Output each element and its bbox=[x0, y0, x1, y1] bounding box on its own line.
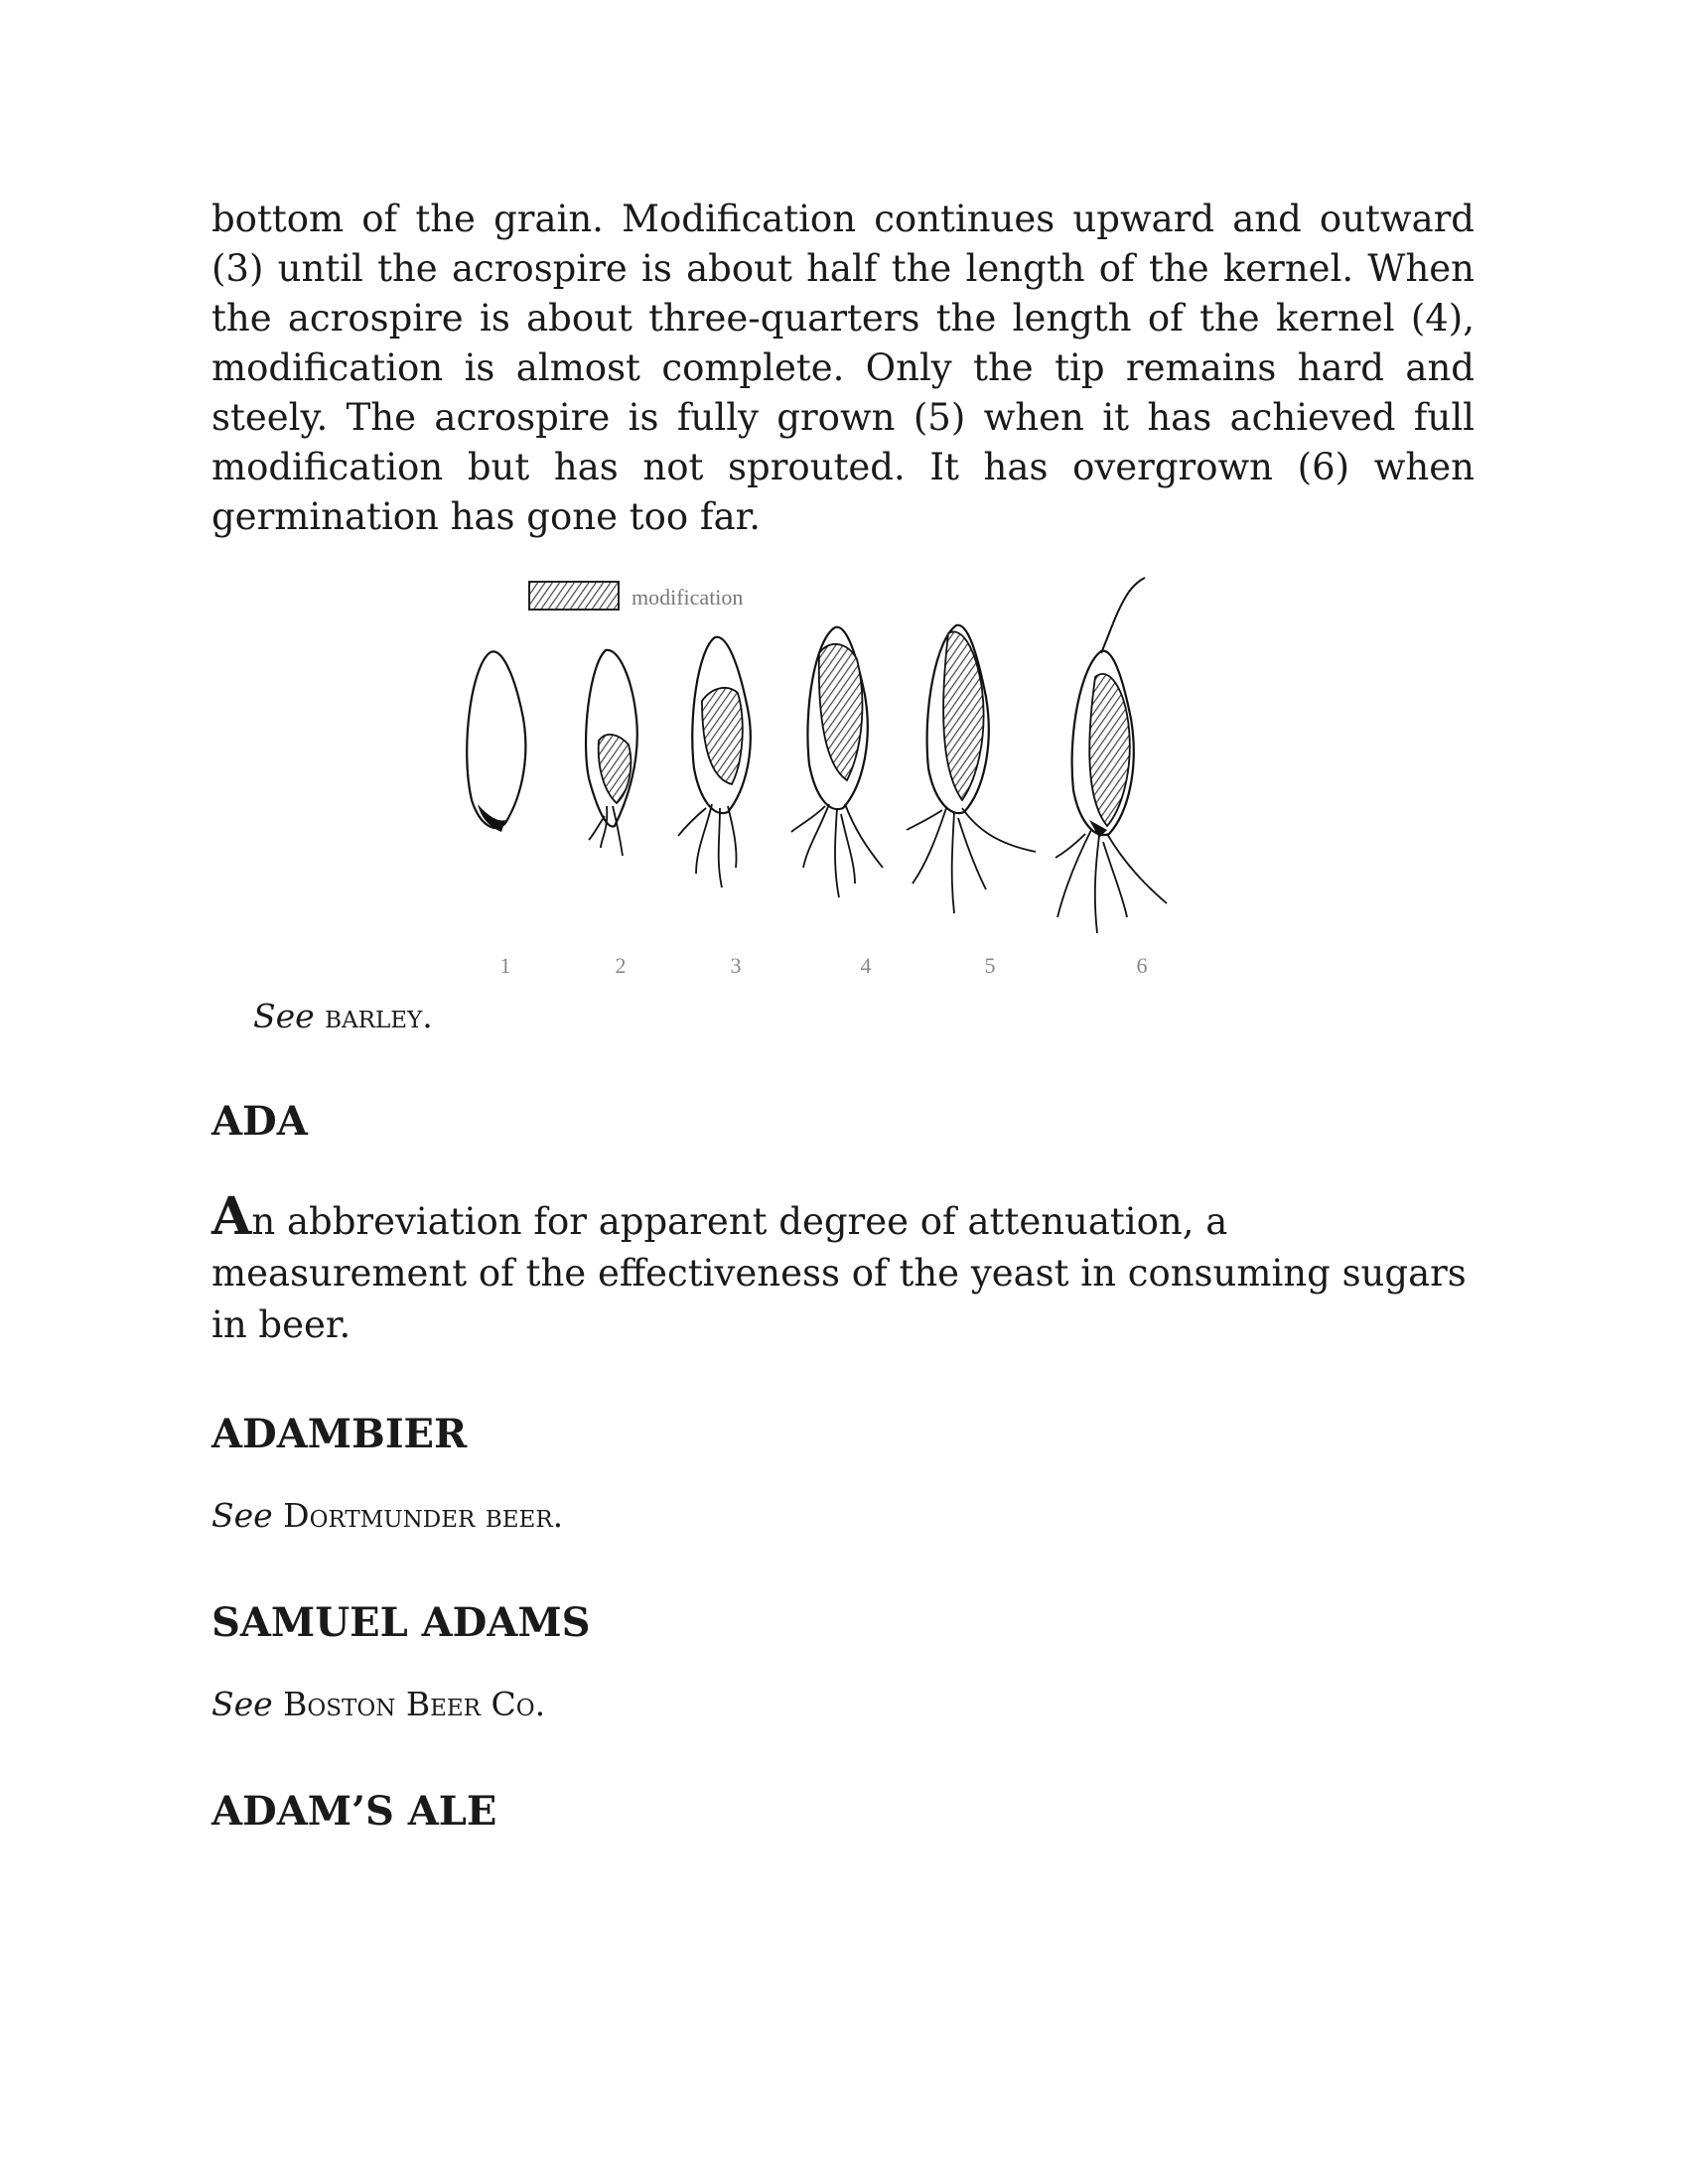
stage-label-5: 5 bbox=[984, 953, 996, 978]
germination-figure bbox=[211, 570, 1475, 987]
entry-see-samuel-adams bbox=[211, 1683, 1475, 1726]
page-content bbox=[211, 195, 1475, 1838]
entry-headword-adams-ale: ADAM’S ALE bbox=[211, 1788, 497, 1835]
entry-definition-ada bbox=[211, 1186, 1475, 1351]
grain-stage-3 bbox=[678, 637, 751, 887]
legend-swatch bbox=[529, 582, 619, 610]
see-label: See bbox=[211, 1685, 273, 1723]
stage-label-1: 1 bbox=[499, 953, 511, 978]
grain-stage-6 bbox=[1055, 578, 1167, 933]
entry-headword-samuel-adams: SAMUEL ADAMS bbox=[211, 1599, 591, 1646]
cross-reference-link[interactable]: Boston Beer Co. bbox=[283, 1685, 546, 1723]
entry-headword-ada: ADA bbox=[211, 1098, 308, 1145]
intro-paragraph: bottom of the grain. Modification continues upward and outward (3) until the acrospire is about half the length of the kernel. When the acrospire is about three-quarters the length of the kernel (4), modification is almost complete. Only the tip remains hard and steely. The acrospire is fully grown (5) when it has achieved full modification but has not sprouted. It has overgrown (6) when germination has gone too far. bbox=[211, 198, 1475, 538]
grain-stage-2 bbox=[586, 650, 637, 856]
stage-label-2: 2 bbox=[615, 953, 627, 978]
drop-cap: A bbox=[211, 1186, 252, 1247]
grain-stage-4 bbox=[791, 627, 883, 897]
entry-headword-adambier: ADAMBIER bbox=[211, 1411, 468, 1457]
stage-label-3: 3 bbox=[730, 953, 742, 978]
figure-cross-reference bbox=[211, 995, 1475, 1038]
entry-see-adambier bbox=[211, 1494, 1475, 1538]
definition-text: n abbreviation for apparent degree of attenuation, a measurement of the effectiveness of the yeast in consuming sugars in beer. bbox=[211, 1200, 1467, 1346]
cross-reference-link[interactable]: Dortmunder beer. bbox=[283, 1496, 564, 1535]
cross-reference-link[interactable]: barley. bbox=[325, 997, 433, 1035]
see-label: See bbox=[211, 1496, 273, 1535]
stage-label-6: 6 bbox=[1136, 953, 1148, 978]
grain-stage-1 bbox=[467, 651, 525, 832]
see-label: See bbox=[253, 997, 315, 1035]
legend-label: modification bbox=[632, 585, 744, 610]
germination-illustration bbox=[211, 570, 1475, 987]
stage-label-4: 4 bbox=[860, 953, 872, 978]
grain-stage-5 bbox=[907, 625, 1036, 913]
